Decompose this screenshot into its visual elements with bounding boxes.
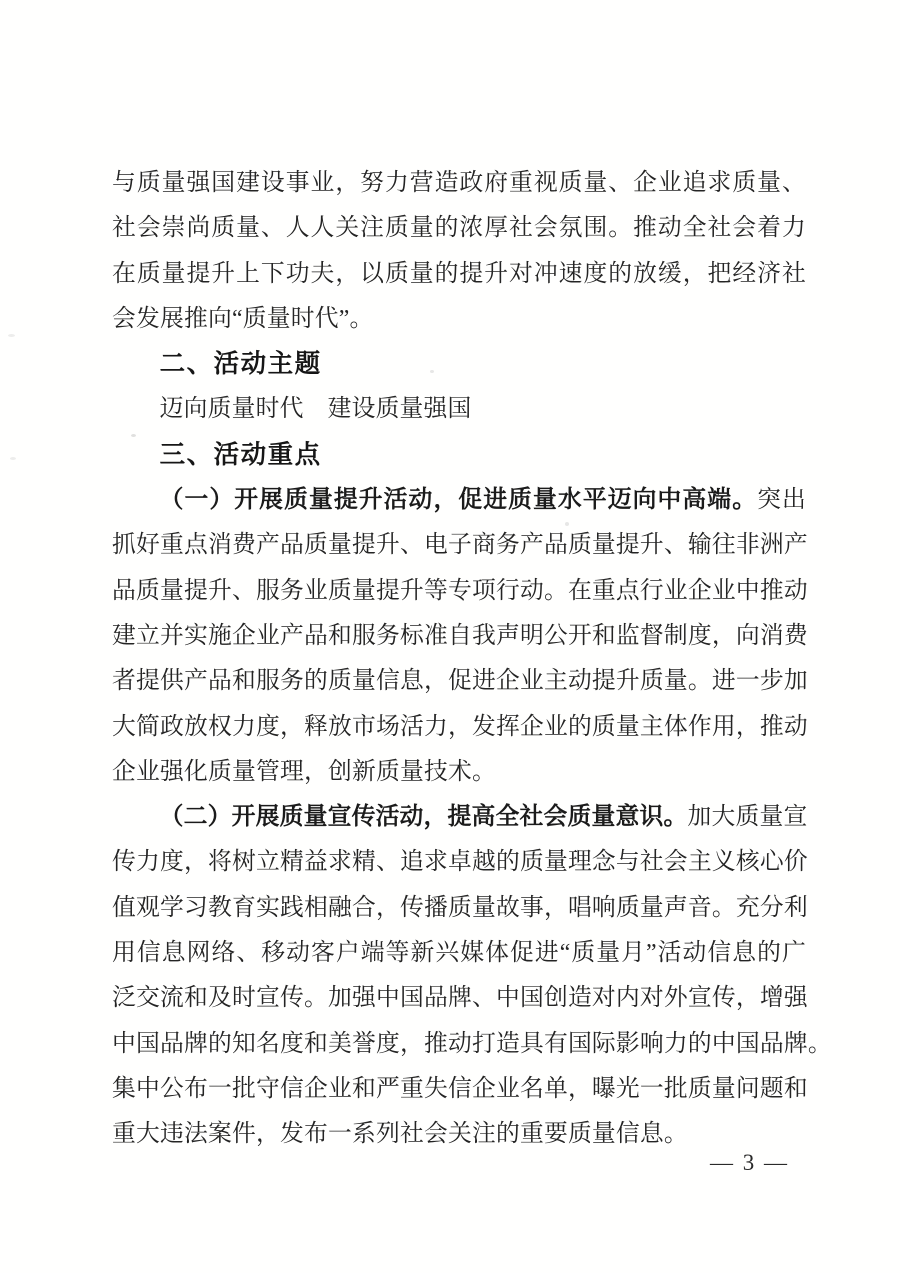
item1-line-last: 企业强化质量管理，创新质量技术。 <box>112 758 496 785</box>
item2-line: 中国品牌的知名度和美誉度，推动打造具有国际影响力的中国品牌。 <box>112 1030 832 1057</box>
scan-speck <box>430 370 434 373</box>
page-number: — 3 — <box>710 1150 789 1175</box>
theme-line: 迈向质量时代 建设质量强国 <box>159 396 472 423</box>
item1-line: 品质量提升、服务业质量提升等专项行动。在重点行业企业中推动 <box>112 577 808 604</box>
scan-speck <box>8 334 15 337</box>
item2-line: 传力度，将树立精益求精、追求卓越的质量理念与社会主义核心价 <box>112 849 808 876</box>
section-heading-activity-focus: 三、活动重点 <box>159 439 322 470</box>
item2-line: 泛交流和及时宣传。加强中国品牌、中国创造对内对外宣传，增强 <box>112 985 808 1012</box>
intro-line-last: 会发展推向“质量时代”。 <box>112 305 374 332</box>
intro-line: 与质量强国建设事业，努力营造政府重视质量、企业追求质量、 <box>112 170 806 196</box>
intro-line: 社会崇尚质量、人人关注质量的浓厚社会氛围。推动全社会着力 <box>112 215 806 242</box>
item2-line-last: 重大违法案件，发布一系列社会关注的重要质量信息。 <box>112 1121 688 1148</box>
item2-line: 集中公布一批守信企业和严重失信企业名单，曝光一批质量问题和 <box>112 1075 808 1102</box>
section-heading-activity-theme: 二、活动主题 <box>159 349 322 380</box>
scan-speck <box>10 457 16 460</box>
item2-bold-lead: （二）开展质量宣传活动，提高全社会质量意识。 <box>159 804 688 831</box>
item1-line: 建立并实施企业产品和服务标准自我声明公开和监督制度，向消费 <box>112 622 808 649</box>
scan-speck <box>565 522 569 526</box>
scan-speck <box>131 434 136 437</box>
item2-line: 用信息网络、移动客户端等新兴媒体促进“质量月”活动信息的广 <box>112 940 806 967</box>
intro-line: 在质量提升上下功夫，以质量的提升对冲速度的放缓，把经济社 <box>112 260 806 287</box>
item2-first-line <box>112 795 806 840</box>
item1-line: 者提供产品和服务的质量信息，促进企业主动提升质量。进一步加 <box>112 668 808 695</box>
item1-first-line <box>112 478 806 523</box>
item1-bold-lead: （一）开展质量提升活动，促进质量水平迈向中高端。 <box>159 487 758 514</box>
item1-line: 大简政放权力度，释放市场活力，发挥企业的质量主体作用，推动 <box>112 713 808 740</box>
text-column <box>112 161 832 1158</box>
item2-first-line-rest: 加大质量宣 <box>687 804 808 831</box>
item1-line: 抓好重点消费产品质量提升、电子商务产品质量提升、输往非洲产 <box>112 532 808 559</box>
item1-first-line-rest: 突出 <box>757 487 806 514</box>
item2-line: 值观学习教育实践相融合，传播质量故事，唱响质量声音。充分利 <box>112 894 808 921</box>
